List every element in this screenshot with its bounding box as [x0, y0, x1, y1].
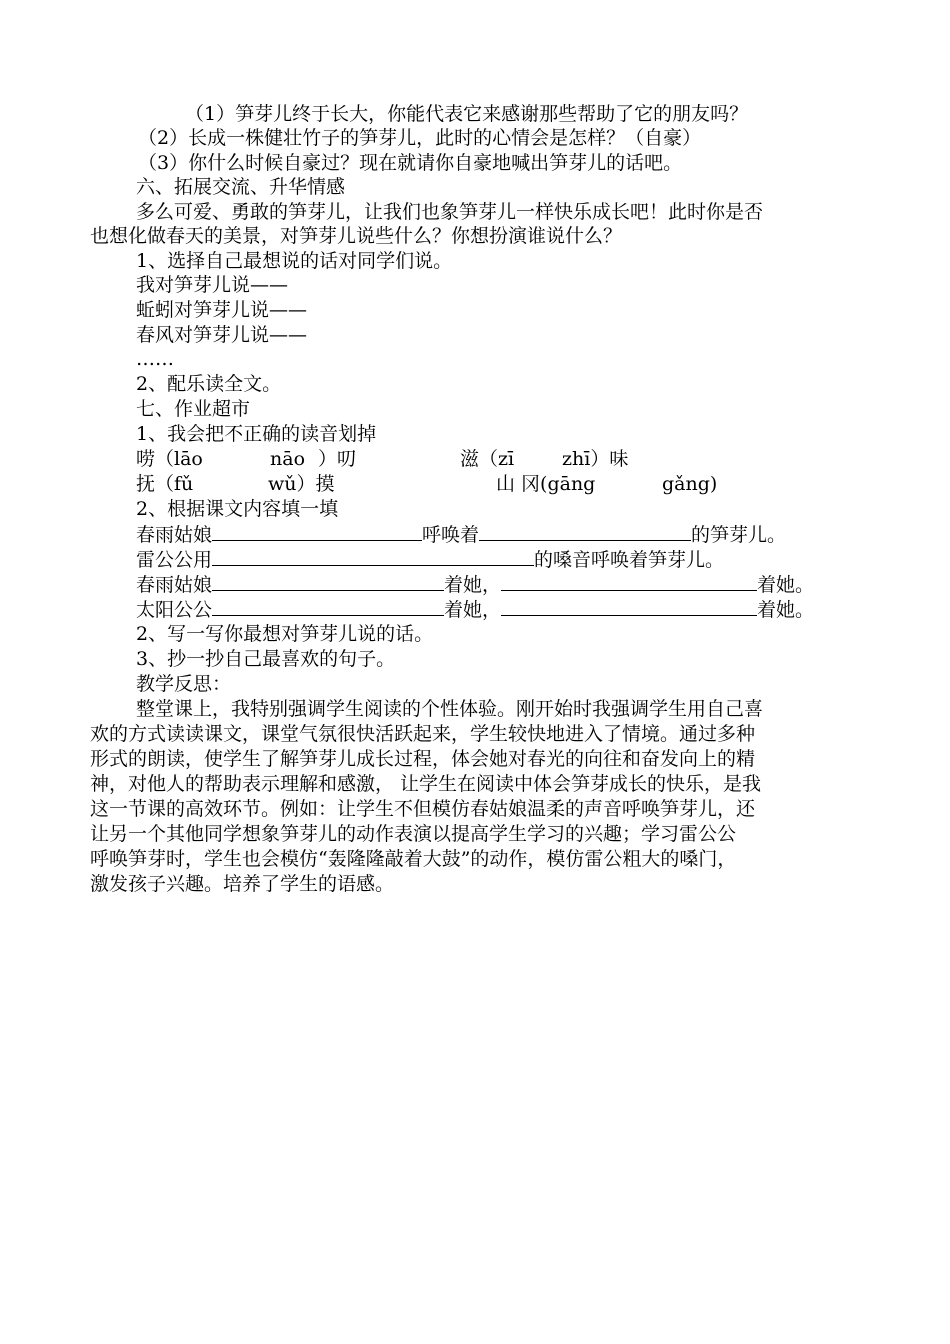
- homework-1: 1、我会把不正确的读音划掉: [136, 423, 377, 445]
- pinyin-row-1a-option: nāo: [270, 448, 306, 470]
- reflection-line-6: 让另一个其他同学想象笋芽儿的动作表演以提高学生学习的兴趣；学习雷公公: [90, 823, 737, 845]
- pinyin-row-2a-option: wǔ）摸: [268, 473, 335, 495]
- reflection-line-4: 神，对他人的帮助表示理解和感激， 让学生在阅读中体会笋芽成长的快乐，是我: [90, 773, 762, 795]
- fill-row-2: 雷公公用 的嗓音呼唤着笋芽儿。: [136, 549, 725, 571]
- pinyin-row-1b: 滋（zī: [460, 448, 515, 470]
- fill-row-4: 太阳公公 着她， 着她。: [136, 599, 815, 621]
- reflection-title: 教学反思：: [136, 673, 232, 695]
- ellipsis: ……: [136, 348, 174, 370]
- homework-4: 3、抄一抄自己最喜欢的句子。: [136, 648, 396, 670]
- pinyin-row-2b-option: gǎng): [662, 473, 718, 495]
- pinyin-row-1a: [136, 447, 203, 471]
- reflection-line-3: 形式的朗读，使学生了解笋芽儿成长过程，体会她对春光的向往和奋发向上的精: [90, 748, 756, 770]
- fill-row-3: 春雨姑娘 着她， 着她。: [136, 574, 815, 596]
- question-2: （2）长成一株健壮竹子的笋芽儿，此时的心情会是怎样？（自豪）: [138, 127, 702, 149]
- homework-2: 2、根据课文内容填一填: [136, 498, 339, 520]
- instruction-2: 2、配乐读全文。: [136, 373, 282, 395]
- section-7-heading: 七、作业超市: [136, 398, 251, 420]
- pinyin-text: 唠（lāo: [136, 448, 203, 470]
- paragraph-1-line-1: 多么可爱、勇敢的笋芽儿，让我们也象笋芽儿一样快乐成长吧！此时你是否: [136, 201, 764, 223]
- fill-blank[interactable]: [212, 572, 444, 591]
- fill-blank[interactable]: [212, 522, 422, 541]
- fill-blank[interactable]: [501, 597, 757, 616]
- reflection-line-1: 整堂课上，我特别强调学生阅读的个性体验。刚开始时我强调学生用自己喜: [136, 698, 764, 720]
- pinyin-row-2a: 抚（fǔ: [136, 473, 194, 495]
- instruction-1: 1、选择自己最想说的话对同学们说。: [136, 250, 453, 272]
- pinyin-row-1a-end: ）叨: [318, 448, 357, 470]
- fill-blank[interactable]: [501, 572, 757, 591]
- reflection-line-8: 激发孩子兴趣。培养了学生的语感。: [90, 873, 395, 895]
- fill-blank[interactable]: [212, 597, 444, 616]
- section-6-heading: 六、拓展交流、升华情感: [136, 176, 346, 198]
- reflection-line-5: 这一节课的高效环节。例如：让学生不但模仿春姑娘温柔的声音呼唤笋芽儿，还: [90, 798, 756, 820]
- pinyin-row-2b: 山 冈(gāng: [496, 473, 596, 495]
- fill-blank[interactable]: [479, 522, 691, 541]
- fill-row-1: 春雨姑娘 呼唤着 的笋芽儿。: [136, 524, 787, 546]
- question-3: （3）你什么时候自豪过？现在就请你自豪地喊出笋芽儿的话吧。: [138, 152, 683, 174]
- reflection-line-2: 欢的方式读读课文，课堂气氛很快活跃起来，学生较快地进入了情境。通过多种: [90, 723, 756, 745]
- pinyin-row-1b-option: zhī）味: [562, 448, 629, 470]
- question-1: （1）笋芽儿终于长大，你能代表它来感谢那些帮助了它的朋友吗？: [185, 103, 749, 125]
- say-line-2: 蚯蚓对笋芽儿说——: [136, 299, 308, 321]
- say-line-1: 我对笋芽儿说——: [136, 274, 289, 296]
- homework-3: 2、写一写你最想对笋芽儿说的话。: [136, 623, 434, 645]
- paragraph-1-line-2: 也想化做春天的美景，对笋芽儿说些什么？你想扮演谁说什么？: [90, 225, 623, 247]
- say-line-3: 春风对笋芽儿说——: [136, 324, 308, 346]
- fill-blank[interactable]: [212, 547, 534, 566]
- reflection-line-7: 呼唤笋芽时，学生也会模仿“轰隆隆敲着大鼓”的动作，模仿雷公粗大的嗓门，: [90, 848, 737, 870]
